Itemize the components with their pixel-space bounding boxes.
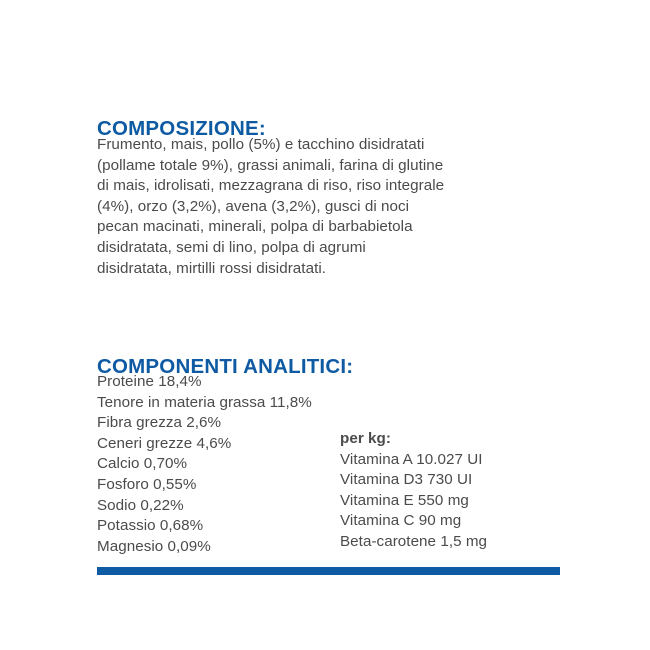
analitici-item: Potassio 0,68% [97,517,204,535]
composizione-heading: COMPOSIZIONE: [97,117,266,140]
analitici-item: Proteine 18,4% [97,373,202,390]
composizione-line: di mais, idrolisati, mezzagrana di riso, riso integrale [97,177,445,195]
analitici-item: Ceneri grezze 4,6% [97,434,232,452]
analitici-item: Fosforo 0,55% [97,475,197,493]
analitici-item: Calcio 0,70% [97,455,188,473]
composizione-ingredients-text [97,135,567,279]
vitamin-item: Vitamina D3 730 UI [340,471,473,489]
composizione-line: disidratata, mirtilli rossi disidratati. [97,259,327,277]
per-kg-label: per kg: [340,430,391,447]
composizione-line: disidratata, semi di lino, polpa di agrumi [97,238,366,256]
componenti-analitici-right-column [340,429,487,553]
composizione-line: pecan macinati, minerali, polpa di barbabietola [97,218,413,236]
footer-divider-rule [97,567,560,575]
analitici-item: Tenore in materia grassa 11,8% [97,393,312,411]
analitici-item: Magnesio 0,09% [97,537,211,555]
vitamin-item: Beta-carotene 1,5 mg [340,532,488,550]
componenti-analitici-left-column [97,372,347,557]
vitamin-item: Vitamina A 10.027 UI [340,450,483,468]
composizione-line: (pollame totale 9%), grassi animali, farina di glutine [97,156,444,174]
analitici-item: Sodio 0,22% [97,496,184,514]
componenti-analitici-heading: COMPONENTI ANALITICI: [97,355,354,378]
vitamin-item: Vitamina C 90 mg [340,512,462,530]
vitamin-item: Vitamina E 550 mg [340,491,469,509]
composizione-line: (4%), orzo (3,2%), avena (3,2%), gusci di noci [97,197,410,215]
analitici-item: Fibra grezza 2,6% [97,414,222,432]
composizione-line: Frumento, mais, pollo (5%) e tacchino disidratati [97,136,425,153]
